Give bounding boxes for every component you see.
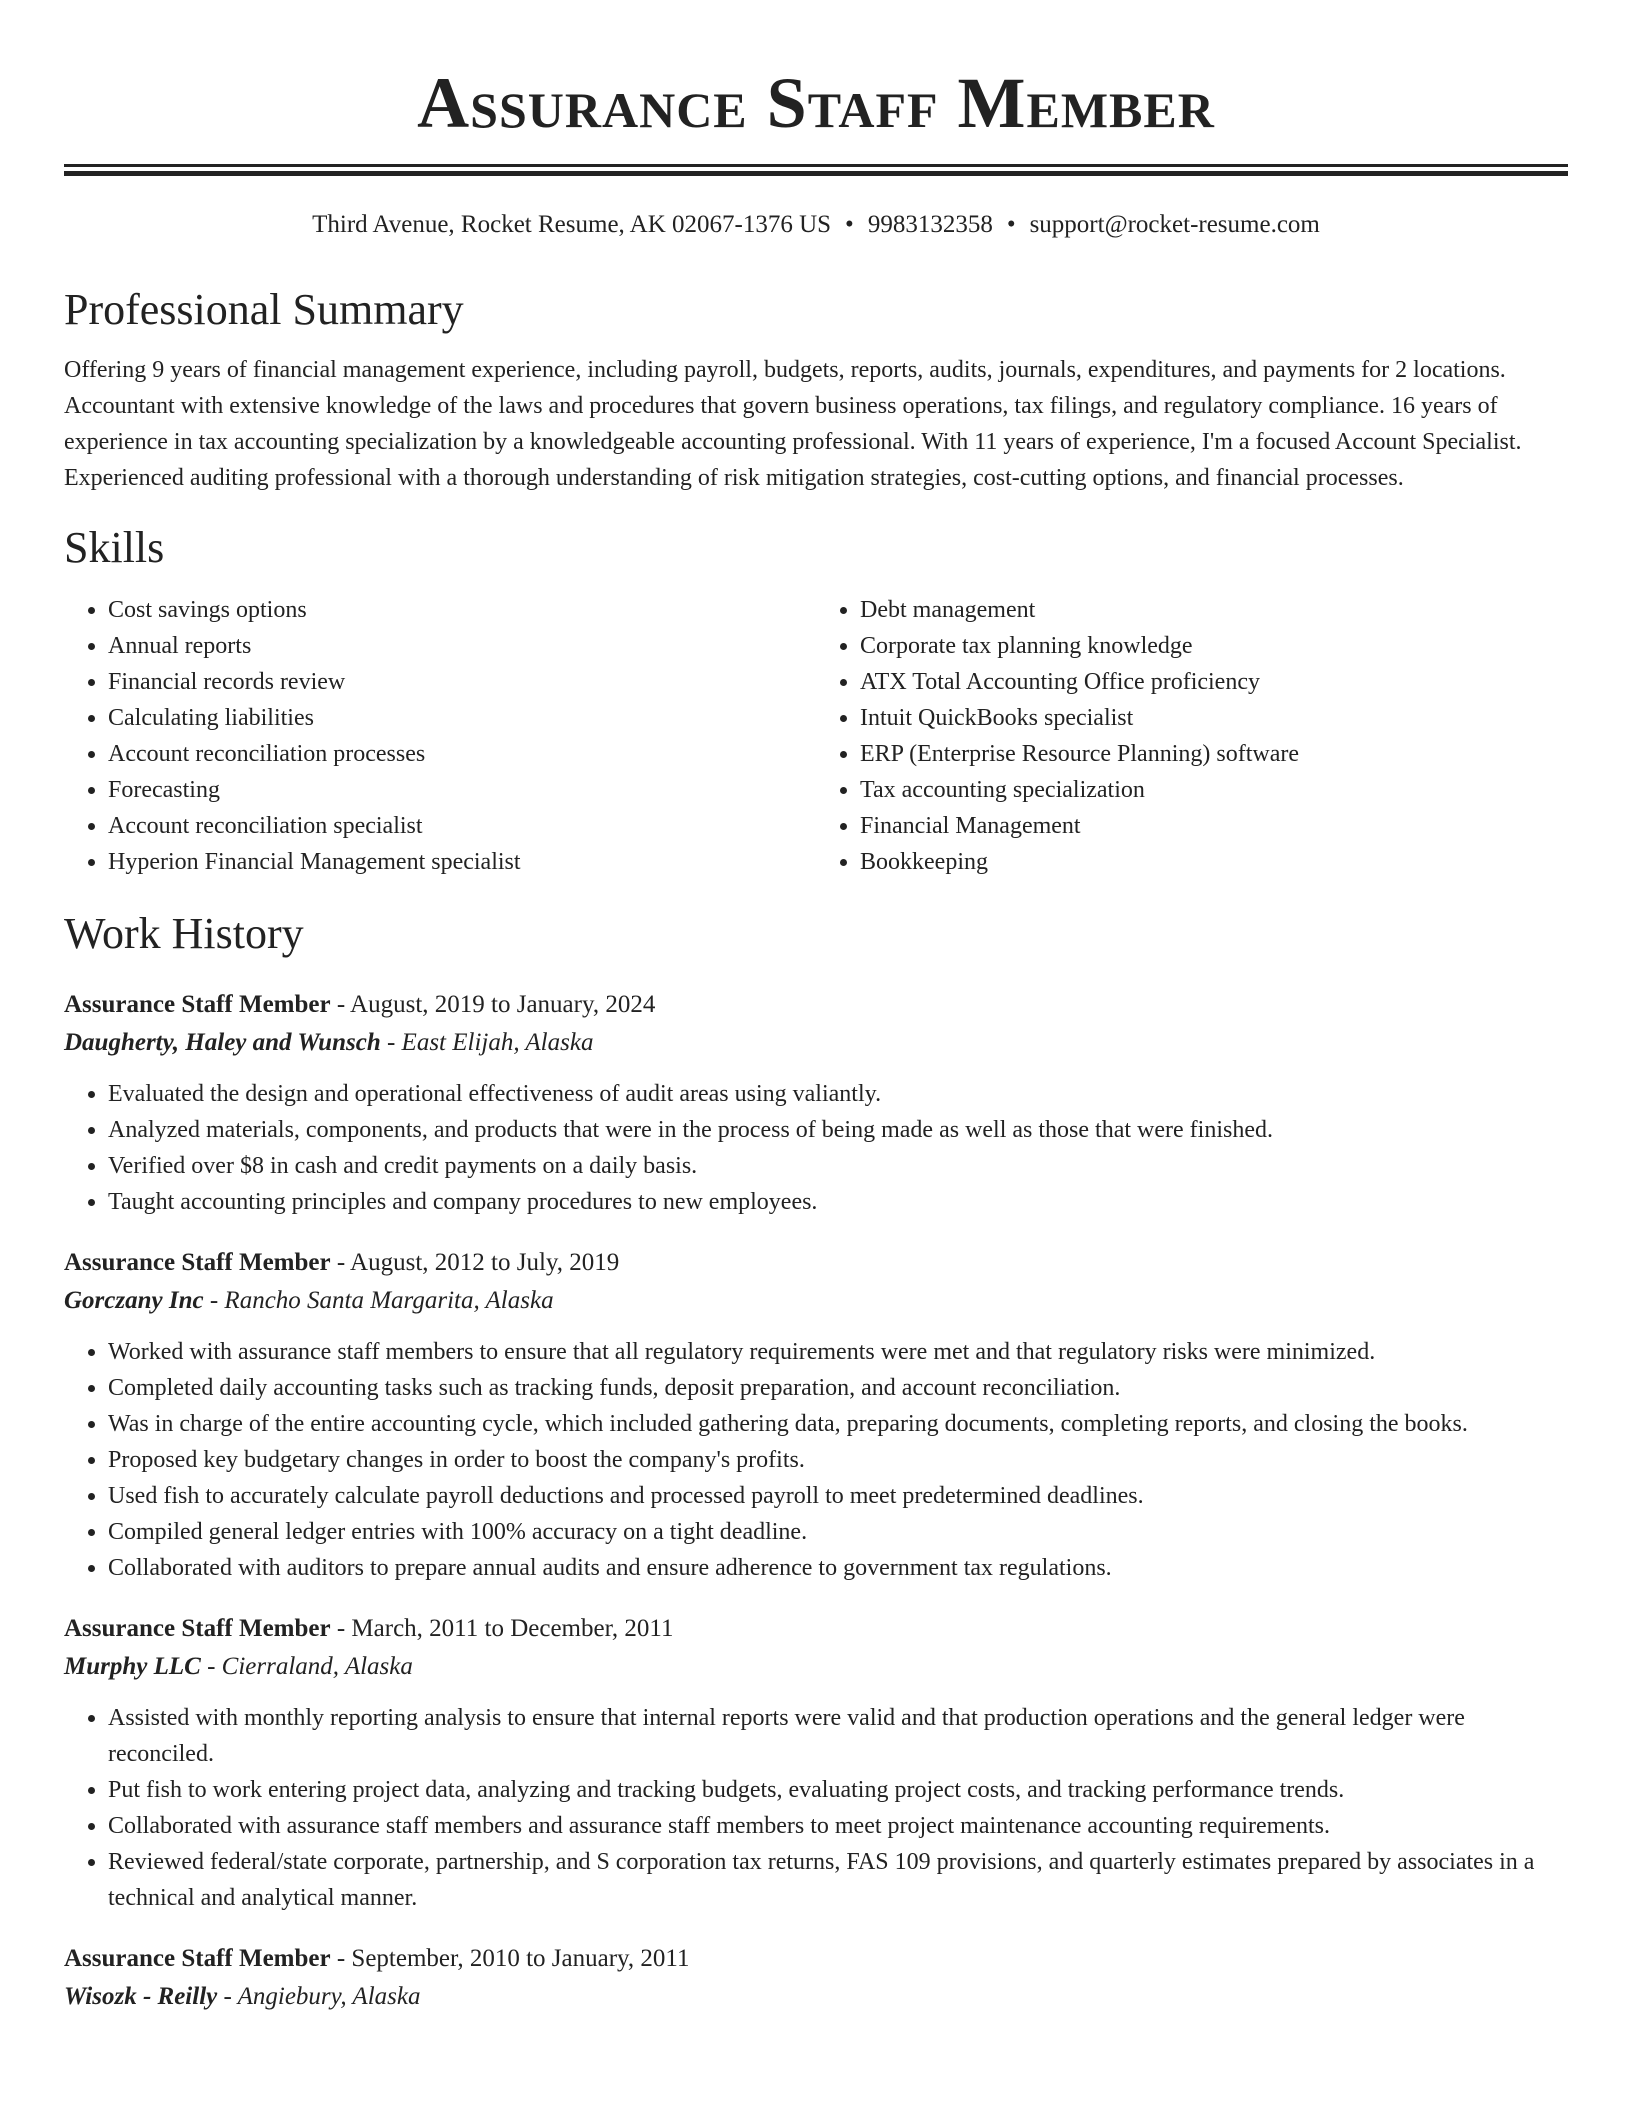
skill-item: • Account reconciliation specialist [108,808,816,844]
job-bullet: • Assisted with monthly reporting analysis to ensure that internal reports were valid and that production operations and the general ledger were reconciled. [108,1700,1568,1772]
job-employer [64,1282,1568,1320]
job-dates: - August, 2019 to January, 2024 [330,991,656,1018]
skill-item: • Bookkeeping [860,844,1568,880]
job-bullet: • Put fish to work entering project data, analyzing and tracking budgets, evaluating project costs, and tracking performance trends. [108,1772,1568,1808]
job-location: - Angiebury, Alaska [217,1983,421,2010]
summary-text: Offering 9 years of financial management experience, including payroll, budgets, reports, audits, journals, expenditures, and payments for 2 locations. Accountant with extensive knowledge of the laws and procedures that govern business operations, tax filings, and regulatory compliance. 16 years of experience in tax accounting specialization by a knowledgeable accounting professional. With 11 years of experience, I'm a focused Account Specialist. Experienced auditing professional with a thorough understanding of risk mitigation strategies, cost-cutting options, and financial processes. [64,357,1522,491]
skill-item: • Corporate tax planning knowledge [860,628,1568,664]
job-bullet: • Collaborated with auditors to prepare annual audits and ensure adherence to government tax regulations. [108,1550,1568,1586]
resume-title: Assurance Staff Member [417,63,1215,143]
job-dates: - August, 2012 to July, 2019 [330,1249,620,1276]
skill-item: • Account reconciliation processes [108,736,816,772]
job-bullet: • Collaborated with assurance staff members and assurance staff members to meet project maintenance accounting requirements. [108,1808,1568,1844]
job-role: Assurance Staff Member [64,1615,331,1642]
skill-item: • Tax accounting specialization [860,772,1568,808]
job-bullets [64,1076,1568,1220]
job-bullet: • Evaluated the design and operational effectiveness of audit areas using valiantly. [108,1076,1568,1112]
job-employer [64,1024,1568,1062]
contact-address: Third Avenue, Rocket Resume, AK 02067-1376 US [312,211,832,238]
job-company: Wisozk - Reilly [64,1983,218,2010]
job-bullet: • Completed daily accounting tasks such as tracking funds, deposit preparation, and account reconciliation. [108,1370,1568,1406]
job-location: - East Elijah, Alaska [380,1029,594,1056]
job-bullet: • Verified over $8 in cash and credit payments on a daily basis. [108,1148,1568,1184]
work-history-heading: Work History [64,909,304,958]
skill-item: • Hyperion Financial Management specialist [108,844,816,880]
job-header [64,1244,1568,1282]
skill-item: • ATX Total Accounting Office proficiency [860,664,1568,700]
skill-item: • Annual reports [108,628,816,664]
job-entry [64,986,1568,1220]
job-header [64,986,1568,1024]
job-bullet: • Proposed key budgetary changes in order to boost the company's profits. [108,1442,1568,1478]
job-company: Gorczany Inc [64,1287,204,1314]
job-bullets [64,1700,1568,1916]
job-bullet: • Was in charge of the entire accounting cycle, which included gathering data, preparing documents, completing reports, and closing the books. [108,1406,1568,1442]
job-employer [64,1978,1568,2016]
job-entry [64,1244,1568,1586]
job-company: Murphy LLC [64,1653,201,1680]
job-role: Assurance Staff Member [64,1249,331,1276]
job-company: Daugherty, Haley and Wunsch [64,1029,381,1056]
job-bullet: • Taught accounting principles and company procedures to new employees. [108,1184,1568,1220]
contact-separator: • [1006,211,1016,238]
contact-line [64,208,1568,242]
skill-item: • Forecasting [108,772,816,808]
job-bullet: • Compiled general ledger entries with 100% accuracy on a tight deadline. [108,1514,1568,1550]
job-role: Assurance Staff Member [64,1945,331,1972]
contact-separator: • [845,211,854,238]
skills-column-right [816,592,1568,880]
skill-item: • Financial records review [108,664,816,700]
skill-item: • Cost savings options [108,592,816,628]
job-bullet: • Analyzed materials, components, and products that were in the process of being made as well as those that were finished. [108,1112,1568,1148]
job-location: - Cierraland, Alaska [200,1653,413,1680]
contact-email: support@rocket-resume.com [1029,211,1320,238]
job-dates: - September, 2010 to January, 2011 [330,1945,690,1972]
skills-column-left [64,592,816,880]
job-dates: - March, 2011 to December, 2011 [330,1615,674,1642]
job-bullet: • Reviewed federal/state corporate, partnership, and S corporation tax returns, FAS 109 provisions, and quarterly estimates prepared by associates in a technical and analytical manner. [108,1844,1568,1916]
job-header [64,1940,1568,1978]
job-entry [64,1610,1568,1916]
skill-item: • Calculating liabilities [108,700,816,736]
job-entry [64,1940,1568,2016]
skills-list [64,592,1568,880]
contact-phone: 9983132358 [867,211,993,238]
skill-item: • Financial Management [860,808,1568,844]
title-divider [64,164,1568,176]
job-header [64,1610,1568,1648]
summary-heading: Professional Summary [64,285,464,334]
job-role: Assurance Staff Member [64,991,331,1018]
job-location: - Rancho Santa Margarita, Alaska [203,1287,554,1314]
skills-heading: Skills [64,523,165,572]
job-bullet: • Worked with assurance staff members to ensure that all regulatory requirements were met and that regulatory risks were minimized. [108,1334,1568,1370]
job-employer [64,1648,1568,1686]
skill-item: • Intuit QuickBooks specialist [860,700,1568,736]
skill-item: • ERP (Enterprise Resource Planning) software [860,736,1568,772]
job-bullets [64,1334,1568,1586]
skill-item: • Debt management [860,592,1568,628]
job-bullet: • Used fish to accurately calculate payroll deductions and processed payroll to meet predetermined deadlines. [108,1478,1568,1514]
